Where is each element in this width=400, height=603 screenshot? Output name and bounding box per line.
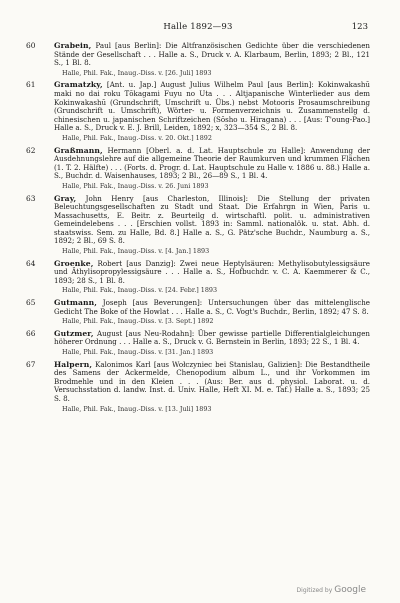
entry-number: 67: [26, 359, 36, 369]
entry-text: [Ant. u. Jap.] August Julius Wilhelm Paul [aus Berlin]: Kokinwakashū maki no dai roku Tōkagami Fuyu no Uta . . . Altjapanische Winterlieder aus dem Kokinwakashū (Grundschrift, Umschrift u. Übs.) nebst Motooris Prosaumschreibung (Grundschrift u. Umschrift), Wörter- u. Formenverzeichnis u. Zusammenstellg d. chinesischen u. japanischen Schriftzeichen (Sōsho u. Hiragana) . . . [Aus: T'oung-Pao.] Halle a. S., Druck v. E. J. Brill, Leiden, 1892; x, 323—354 S., 2 Bl. 8.: [54, 80, 370, 133]
entry-text: Hermann [Oberl. a. d. Lat. Hauptschule zu Halle]: Anwendung der Ausdehnungslehre auf die allgemeine Theorie der Raumkurven und krummen Flächen (1. T. 2. Hälfte) . . . (Forts. d. Progr. d. Lat. Hauptschule zu Halle v. 1886 u. 88.) Halle a. S., Buchdr. d. Waisenhauses, 1893; 2 Bl., 26—89 S., 1 Bl. 4.: [54, 145, 370, 181]
author-name: Gramatzky,: [54, 80, 103, 90]
running-title: Halle 1892—93: [163, 22, 233, 32]
entry-number: 60: [26, 41, 36, 50]
page-header: [26, 22, 370, 38]
entry-text: August [aus Neu-Rodahn]: Über gewisse partielle Differentialgleichungen höherer Ordnung . . . Halle a. S., Druck v. G. Bernstein in Berlin, 1893; 22 S., 1 Bl. 4.: [54, 328, 370, 347]
entry-body: [54, 42, 370, 68]
bibliography-entry: [26, 81, 370, 142]
entry-text: Robert [aus Danzig]: Zwei neue Heptylsäuren: Methylisobutylessigsäure und Äthylisopropylessigsäure . . . Halle a. S., Hofbuchdr. v. C. A. Kaemmerer & C., 1893; 28 S., 1 Bl. 8.: [54, 258, 370, 285]
watermark-brand: Google: [334, 585, 366, 595]
entry-body: [54, 195, 370, 247]
entry-number: 63: [26, 193, 36, 203]
entry-body: [54, 299, 370, 316]
author-name: Groenke,: [54, 258, 94, 268]
entry-text: Paul [aus Berlin]: Die Altfranzösischen Gedichte über die verschiedenen Stände der Gesellschaft . . . Halle a. S., Druck v. A. Klarbaum, Berlin, 1893; 2 Bl., 121 S., 1 Bl. 8.: [54, 41, 370, 68]
bibliography-entry: [26, 195, 370, 256]
entry-body: [54, 361, 370, 404]
entry-text: Kalonimos Karl [aus Wołczyniec bei Stanislau, Galizien]: Die Bestandtheile des Samens der Ackermelde, Chenopodium album L., und ihr Vorkommen im Brodmehle und in den Kleien . . . (Aus: Ber. aus d. physiol. Laborat. u. d. Versuchsstation d. landw. Inst. d. Univ. Halle, Heft XI. M. e. Taf.) Halle a. S., 1893; 25 S. 8.: [54, 359, 370, 403]
entry-number: 62: [26, 145, 36, 155]
author-name: Halpern,: [54, 359, 93, 369]
entry-text: Joseph [aus Beverungen]: Untersuchungen über das mittelenglische Gedicht The Boke of the Howlat . . . Halle a. S., C. Vogt's Buchdr., Berlin, 1892; 47 S. 8.: [54, 298, 370, 316]
entry-number: 64: [26, 258, 36, 268]
dissertation-note: Halle, Phil. Fak., Inaug.-Diss. v. [24. Febr.] 1893: [62, 286, 218, 295]
author-name: Grabein,: [54, 41, 92, 50]
dissertation-note: Halle, Phil. Fak., Inaug.-Diss. v. 20. Okt.] 1892: [62, 133, 212, 142]
bibliography-entry: [26, 42, 370, 77]
entry-body: [54, 330, 370, 347]
page-number: 123: [351, 22, 368, 32]
entry-body: [54, 147, 370, 181]
entry-text: John Henry [aus Charleston, Illinois]: Die Stellung der privaten Beleuchtungsgesellschaften zu Stadt und Staat. Die Erfahrgn in Wien, Paris u. Massachusetts, E. Beitr. z. Beurteilg d. wirtschaftl. polit. u. administrativen Gemeindelebens . . . [Erschien vollst. 1893 in: Samml. nationalök. u. stat. Abh. d. staatswiss. Sem. zu Halle, Bd. 8.] Halle a. S., G. Pätz'sche Buchdr., Naumburg a. S., 1892; 2 Bl., 69 S. 8.: [54, 193, 370, 246]
bibliography-entry: [26, 260, 370, 295]
digitization-watermark: [297, 585, 366, 595]
entry-body: [54, 260, 370, 286]
entry-list: [26, 42, 370, 413]
entry-number: 66: [26, 328, 36, 338]
entry-body: [54, 81, 370, 133]
bibliography-entry: [26, 299, 370, 326]
entry-number: 65: [26, 298, 36, 308]
author-name: Gutmann,: [54, 298, 97, 308]
dissertation-note: Halle, Phil. Fak., Inaug.-Diss. v. [26. Juli] 1893: [62, 68, 212, 77]
author-name: Gray,: [54, 193, 77, 203]
bibliography-entry: [26, 361, 370, 414]
dissertation-note: Halle, Phil. Fak., Inaug.-Diss. v. [31. Jan.] 1893: [62, 348, 214, 356]
author-name: Gutzmer,: [54, 328, 94, 338]
watermark-prefix: Digitized by: [296, 587, 333, 594]
dissertation-note: Halle, Phil. Fak., Inaug.-Diss. v. [3. Sept.] 1892: [62, 317, 214, 326]
dissertation-note: Halle, Phil. Fak., Inaug.-Diss. v. [4. Jan.] 1893: [62, 247, 210, 256]
bibliography-entry: [26, 330, 370, 357]
entry-number: 61: [26, 80, 36, 90]
dissertation-note: Halle, Phil. Fak., Inaug.-Diss. v. 26. Juni 1893: [62, 181, 209, 190]
bibliography-entry: [26, 147, 370, 191]
author-name: Graßmann,: [54, 145, 103, 155]
dissertation-note: Halle, Phil. Fak., Inaug.-Diss. v. [13. Juli] 1893: [62, 404, 212, 413]
